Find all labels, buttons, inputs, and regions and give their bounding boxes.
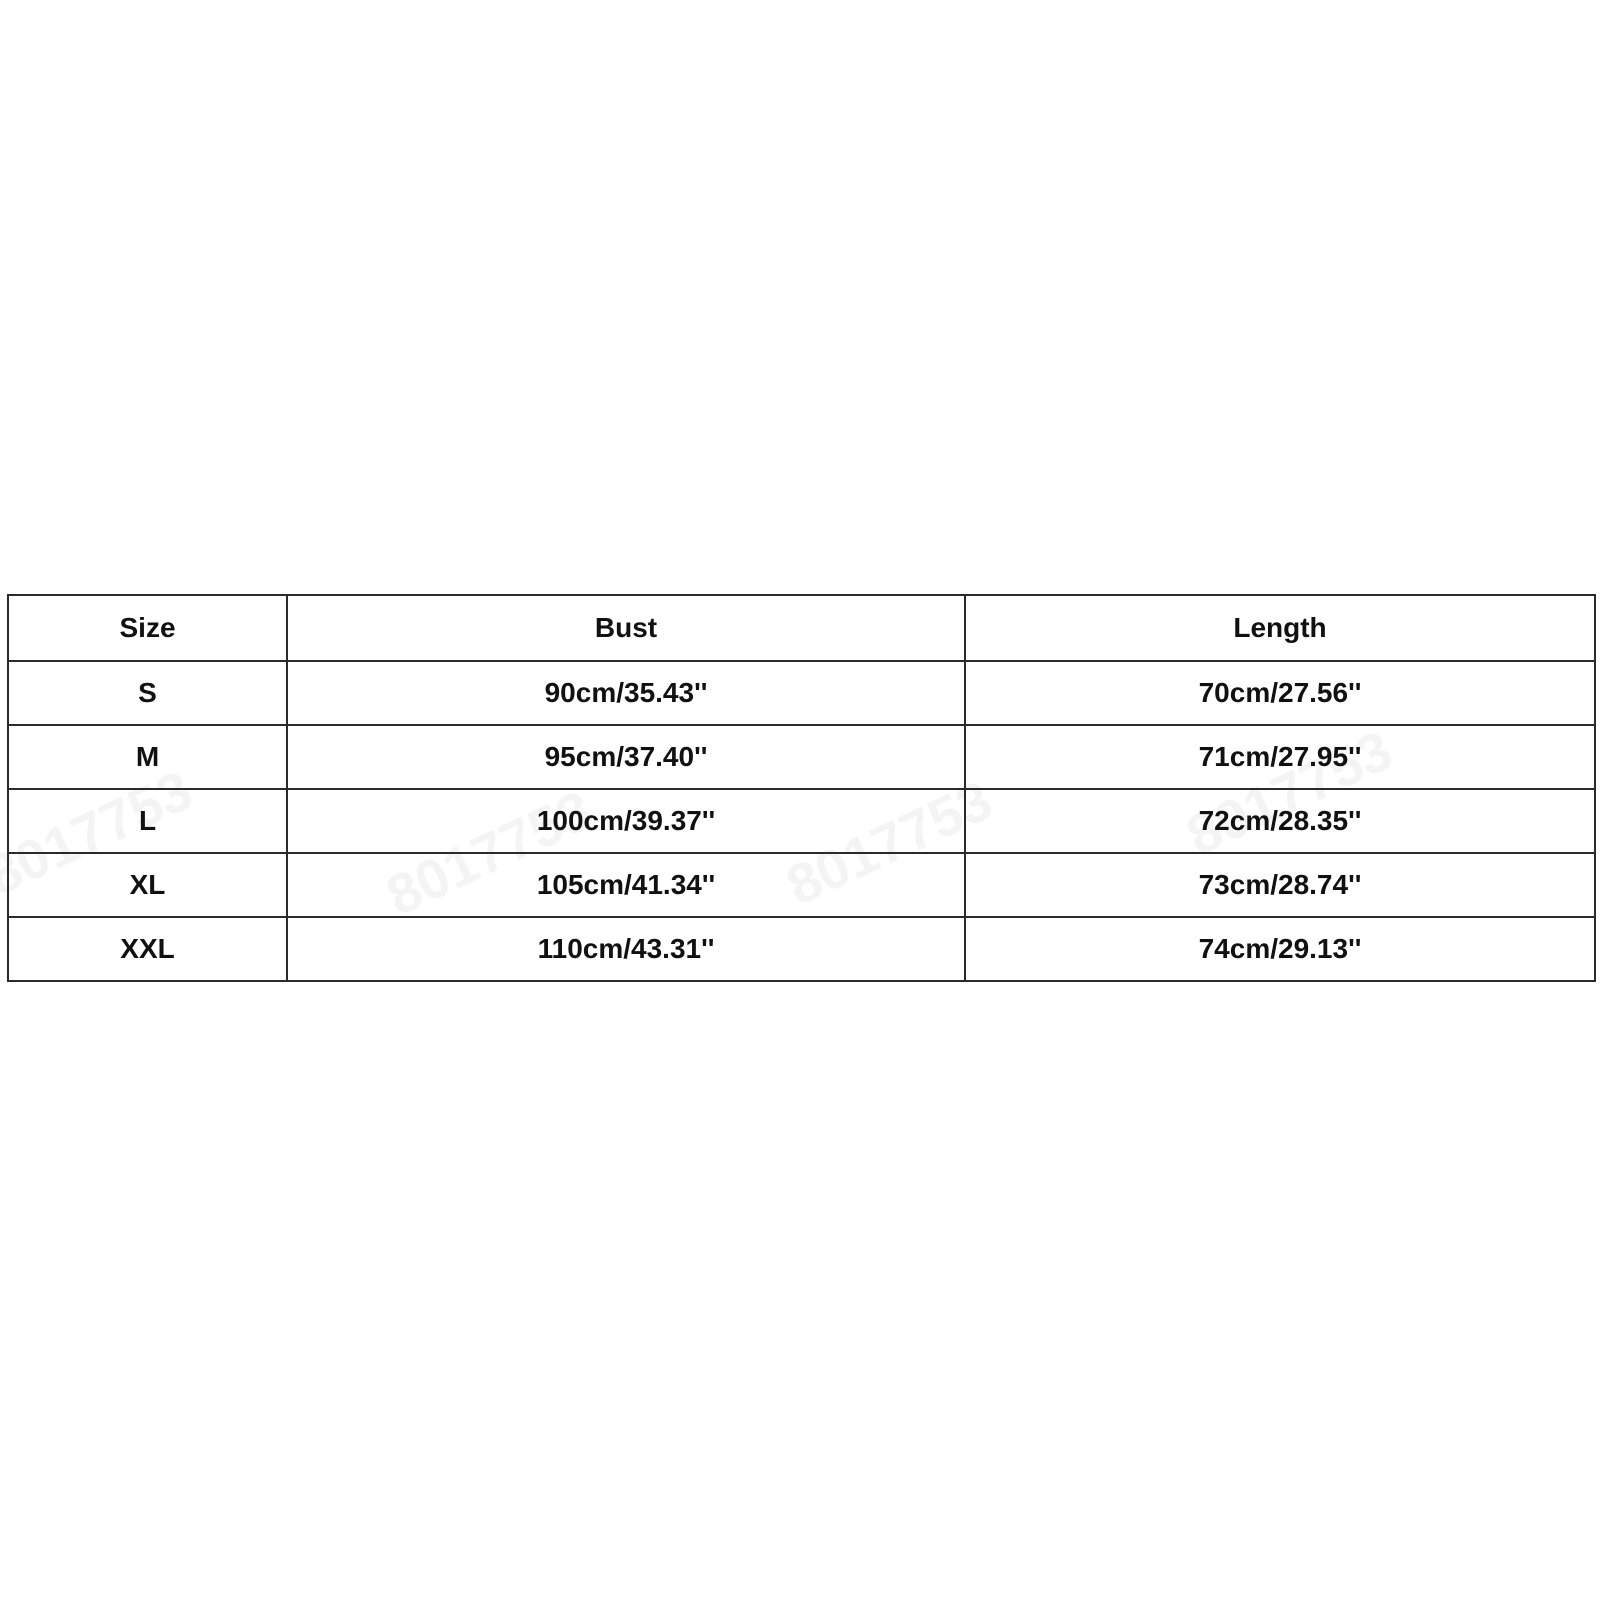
bust-cell: 105cm/41.34'' xyxy=(287,853,965,917)
size-cell: S xyxy=(8,661,287,725)
table-row xyxy=(8,789,1595,853)
size-cell: XL xyxy=(8,853,287,917)
length-cell: 71cm/27.95'' xyxy=(965,725,1595,789)
bust-cell: 95cm/37.40'' xyxy=(287,725,965,789)
header-bust: Bust xyxy=(287,595,965,661)
size-cell: M xyxy=(8,725,287,789)
bust-cell: 90cm/35.43'' xyxy=(287,661,965,725)
bust-cell: 100cm/39.37'' xyxy=(287,789,965,853)
table-row xyxy=(8,661,1595,725)
length-cell: 70cm/27.56'' xyxy=(965,661,1595,725)
size-cell: XXL xyxy=(8,917,287,981)
header-row xyxy=(8,595,1595,661)
size-cell: L xyxy=(8,789,287,853)
length-cell: 73cm/28.74'' xyxy=(965,853,1595,917)
bust-cell: 110cm/43.31'' xyxy=(287,917,965,981)
table-row xyxy=(8,725,1595,789)
length-cell: 72cm/28.35'' xyxy=(965,789,1595,853)
table-row xyxy=(8,853,1595,917)
length-cell: 74cm/29.13'' xyxy=(965,917,1595,981)
header-length: Length xyxy=(965,595,1595,661)
table-row xyxy=(8,917,1595,981)
size-chart-table xyxy=(7,594,1596,982)
header-size: Size xyxy=(8,595,287,661)
